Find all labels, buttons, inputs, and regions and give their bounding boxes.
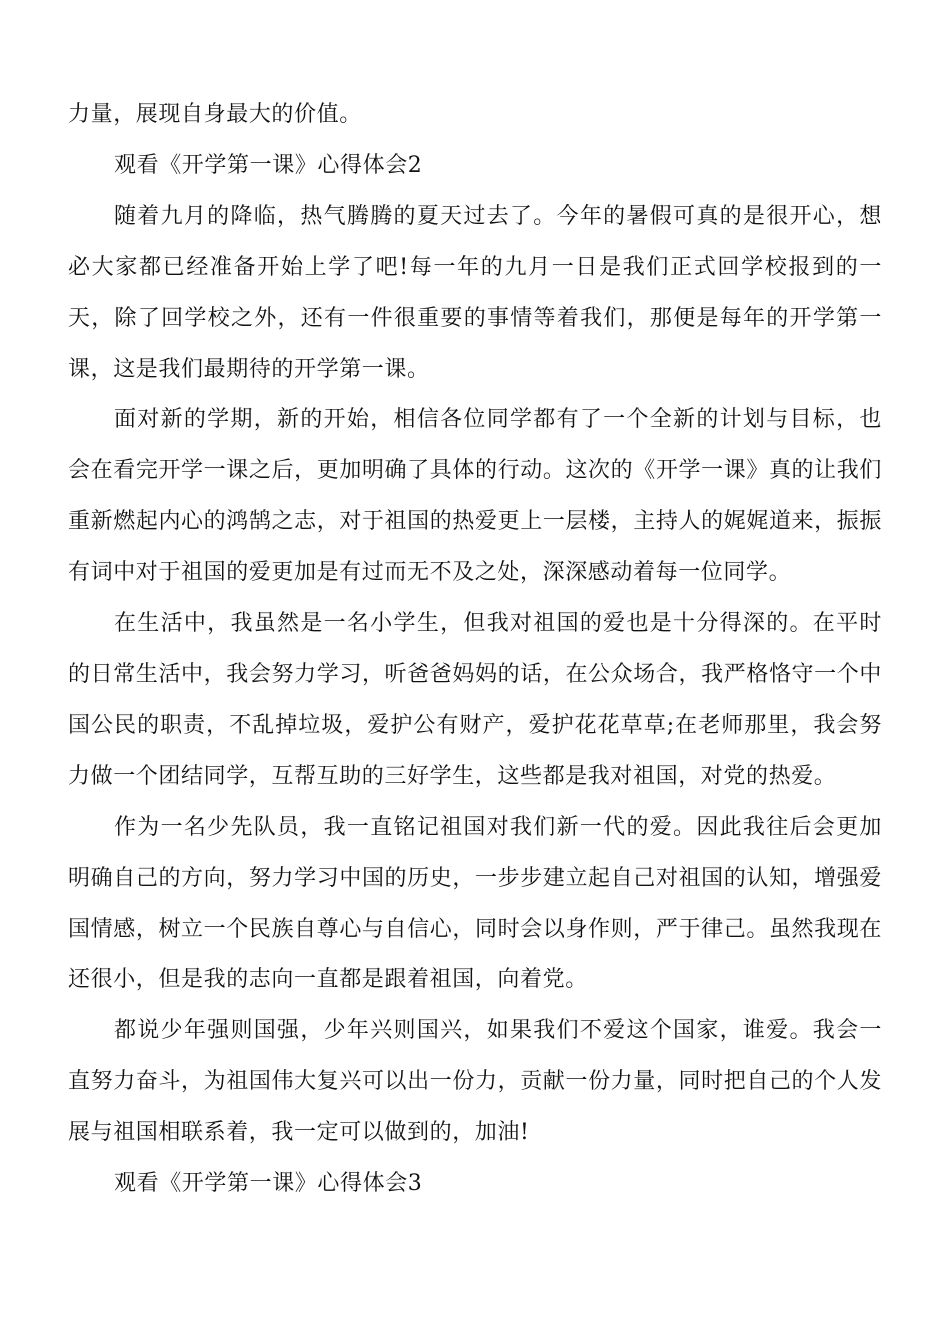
paragraph: 随着九月的降临，热气腾腾的夏天过去了。今年的暑假可真的是很开心，想必大家都已经准备开始上学了吧!每一年的九月一日是我们正式回学校报到的一天，除了回学校之外，还有一件很重要的事情等着我们，那便是每年的开学第一课，这是我们最期待的开学第一课。: [68, 203, 882, 382]
document-body: [68, 90, 882, 1210]
paragraph: 在生活中，我虽然是一名小学生，但我对祖国的爱也是十分得深的。在平时的日常生活中，我会努力学习，听爸爸妈妈的话，在公众场合，我严格恪守一个中国公民的职责，不乱掉垃圾，爱护公有财产，爱护花花草草;在老师那里，我会努力做一个团结同学，互帮互助的三好学生，这些都是我对祖国，对党的热爱。: [68, 611, 882, 789]
paragraph: 面对新的学期，新的开始，相信各位同学都有了一个全新的计划与目标，也会在看完开学一课之后，更加明确了具体的行动。这次的《开学一课》真的让我们重新燃起内心的鸿鹄之志，对于祖国的热爱更上一层楼，主持人的娓娓道来，振振有词中对于祖国的爱更加是有过而无不及之处，深深感动着每一位同学。: [68, 407, 882, 586]
paragraph: 作为一名少先队员，我一直铭记祖国对我们新一代的爱。因此我往后会更加明确自己的方向，努力学习中国的历史，一步步建立起自己对祖国的认知，增强爱国情感，树立一个民族自尊心与自信心，同时会以身作则，严于律己。虽然我现在还很小，但是我的志向一直都是跟着祖国，向着党。: [68, 814, 882, 993]
paragraph: 都说少年强则国强，少年兴则国兴，如果我们不爱这个国家，谁爱。我会一直努力奋斗，为祖国伟大复兴可以出一份力，贡献一份力量，同时把自己的个人发展与祖国相联系着，我一定可以做到的，加油!: [68, 1018, 882, 1146]
section-heading-2: 观看《开学第一课》心得体会2: [114, 152, 423, 178]
paragraph-continued: 力量，展现自身最大的价值。: [68, 102, 362, 127]
section-heading-3: 观看《开学第一课》心得体会3: [114, 1171, 423, 1197]
